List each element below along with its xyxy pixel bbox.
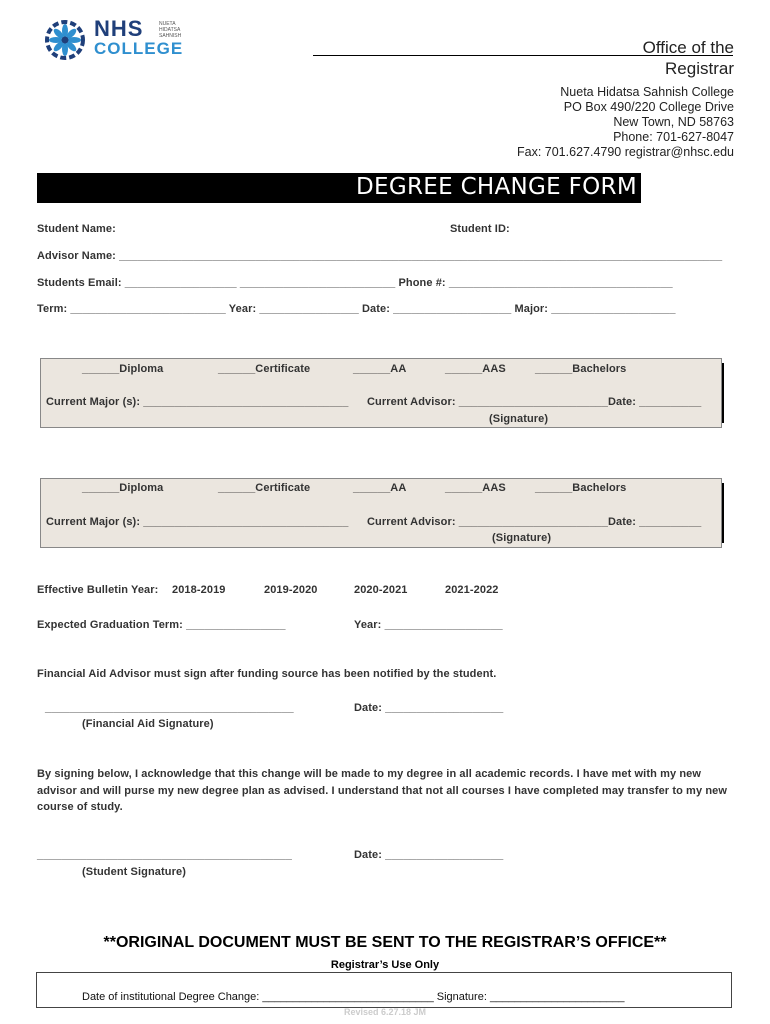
registrar-use-box — [36, 972, 732, 1008]
office-line-1: Office of the — [642, 38, 734, 57]
option-bachelors[interactable]: ______Bachelors — [535, 363, 627, 375]
acknowledgement-text: By signing below, I acknowledge that this change will be made to my degree in all academic records. I have met with my new advisor and will purse my new degree plan as advised. I understand that not all courses I have completed may transfer to my new course of study. — [37, 768, 728, 813]
option-aas[interactable]: ______AAS — [445, 482, 506, 494]
office-line-2: Registrar — [665, 59, 734, 78]
office-title — [643, 37, 734, 79]
option-aa[interactable]: ______AA — [353, 482, 407, 494]
option-diploma[interactable]: ______Diploma — [82, 363, 164, 375]
current-degree-box — [40, 358, 722, 428]
original-document-notice: **ORIGINAL DOCUMENT MUST BE SENT TO THE REGISTRAR’S OFFICE** — [103, 934, 667, 951]
financial-aid-note: Financial Aid Advisor must sign after funding source has been notified by the student. — [37, 668, 497, 680]
form-title-banner — [37, 173, 641, 203]
option-certificate[interactable]: ______Certificate — [218, 482, 311, 494]
option-diploma[interactable]: ______Diploma — [82, 482, 164, 494]
fax-email: Fax: 701.627.4790 registrar@nhsc.edu — [517, 145, 734, 159]
option-bachelors[interactable]: ______Bachelors — [535, 482, 627, 494]
box-edge — [722, 483, 724, 543]
form-title: DEGREE CHANGE FORM — [356, 174, 637, 200]
current-advisor-field[interactable]: Current Advisor: ________________________Date: __________ — [367, 516, 702, 528]
financial-aid-date-field[interactable]: Date: ___________________ — [354, 702, 504, 714]
new-degree-box — [40, 478, 722, 548]
option-certificate[interactable]: ______Certificate — [218, 363, 311, 375]
student-signature-line[interactable]: _________________________________________ — [37, 849, 292, 861]
current-major-field[interactable]: Current Major (s): _________________________________ — [46, 516, 349, 528]
bulletin-year-2019[interactable]: 2019-2020 — [264, 584, 318, 596]
option-aa[interactable]: ______AA — [353, 363, 407, 375]
revision-note: Revised 6.27.18 JM — [343, 1007, 427, 1017]
bulletin-year-2020[interactable]: 2020-2021 — [354, 584, 408, 596]
bulletin-year-2018[interactable]: 2018-2019 — [172, 584, 226, 596]
financial-aid-signature-caption: (Financial Aid Signature) — [82, 718, 214, 730]
current-major-field[interactable]: Current Major (s): _________________________________ — [46, 396, 349, 408]
graduation-term-field[interactable]: Expected Graduation Term: ________________ — [37, 619, 286, 631]
city: New Town, ND 58763 — [613, 115, 734, 129]
logo-small-text: NUETA HIDATSA SAHNISH — [159, 21, 182, 39]
flower-emblem-icon — [42, 18, 88, 62]
current-advisor-field[interactable]: Current Advisor: ________________________Date: __________ — [367, 396, 702, 408]
graduation-year-field[interactable]: Year: ___________________ — [354, 619, 503, 631]
email-phone-field[interactable]: Students Email: __________________ _________________________ Phone #: ____________________________________ — [37, 277, 673, 289]
option-aas[interactable]: ______AAS — [445, 363, 506, 375]
financial-aid-signature-line[interactable]: ________________________________________ — [45, 702, 294, 714]
registrar-use-only-title: Registrar’s Use Only — [330, 959, 440, 971]
student-name-field[interactable]: Student Name: — [37, 223, 116, 235]
logo-name: NHS — [94, 16, 144, 41]
bulletin-year-label: Effective Bulletin Year: — [37, 584, 159, 596]
signature-caption: (Signature) — [489, 413, 549, 425]
logo-subname: COLLEGE — [94, 39, 184, 58]
bulletin-year-2021[interactable]: 2021-2022 — [445, 584, 499, 596]
advisor-name-field[interactable]: Advisor Name: _________________________________________________________________________________________________ — [37, 250, 723, 262]
term-year-date-major-field[interactable]: Term: _________________________ Year: ________________ Date: ___________________ Major: ____________________ — [37, 303, 676, 315]
student-id-field[interactable]: Student ID: — [450, 223, 510, 235]
college-logo — [42, 18, 202, 62]
signature-caption: (Signature) — [492, 532, 552, 544]
student-signature-caption: (Student Signature) — [82, 866, 186, 878]
box-edge — [722, 363, 724, 423]
phone: Phone: 701-627-8047 — [613, 130, 734, 144]
po-box: PO Box 490/220 College Drive — [563, 100, 734, 114]
student-signature-date-field[interactable]: Date: ___________________ — [354, 849, 504, 861]
registrar-date-signature-field[interactable]: Date of institutional Degree Change: ____________________________ Signature: ______________________ — [82, 991, 625, 1003]
college-name: Nueta Hidatsa Sahnish College — [560, 85, 734, 99]
